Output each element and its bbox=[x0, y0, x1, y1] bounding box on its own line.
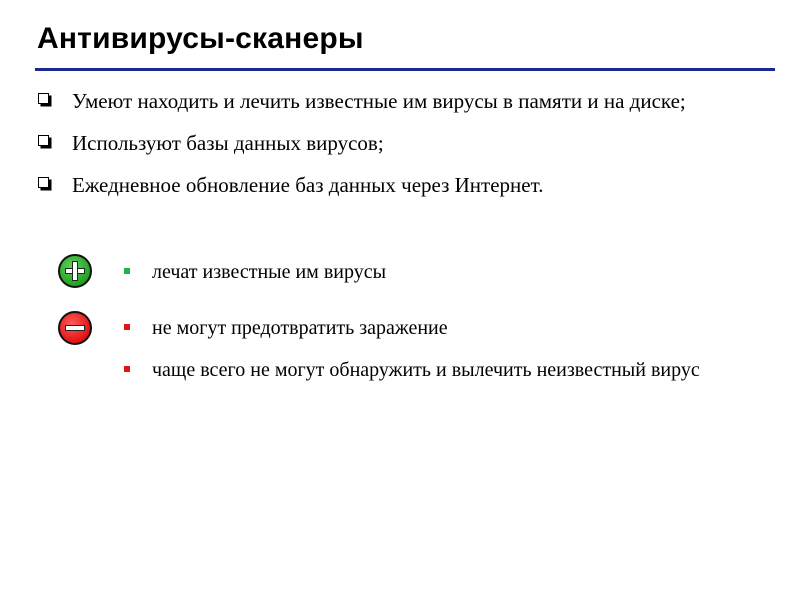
main-bullet-list bbox=[30, 87, 770, 213]
red-square-bullet-icon bbox=[124, 366, 130, 372]
con-text: чаще всего не могут обнаружить и вылечить неизвестный вирус bbox=[152, 359, 700, 381]
pro-text: лечат известные им вирусы bbox=[152, 261, 387, 283]
checkbox-bullet-icon bbox=[38, 93, 49, 104]
bullet-item bbox=[30, 171, 770, 199]
pros-list bbox=[124, 258, 756, 300]
title-underline bbox=[35, 68, 775, 71]
red-square-bullet-icon bbox=[124, 324, 130, 330]
bullet-text: Используют базы данных вирусов; bbox=[72, 131, 384, 155]
minus-icon bbox=[58, 311, 92, 345]
pro-item bbox=[124, 258, 756, 286]
bullet-item bbox=[30, 87, 770, 115]
minus-bar bbox=[65, 325, 85, 331]
checkbox-bullet-icon bbox=[38, 177, 49, 188]
plus-icon bbox=[58, 254, 92, 288]
con-item bbox=[124, 356, 756, 384]
cons-list bbox=[124, 314, 756, 398]
bullet-text: Ежедневное обновление баз данных через Интернет. bbox=[72, 173, 544, 197]
bullet-item bbox=[30, 129, 770, 157]
checkbox-bullet-icon bbox=[38, 135, 49, 146]
slide-title: Антивирусы-сканеры bbox=[37, 22, 364, 55]
plus-vertical-bar bbox=[72, 261, 78, 281]
bullet-text: Умеют находить и лечить известные им вирусы в памяти и на диске; bbox=[72, 89, 686, 113]
con-text: не могут предотвратить заражение bbox=[152, 317, 448, 339]
con-item bbox=[124, 314, 756, 342]
green-square-bullet-icon bbox=[124, 268, 130, 274]
